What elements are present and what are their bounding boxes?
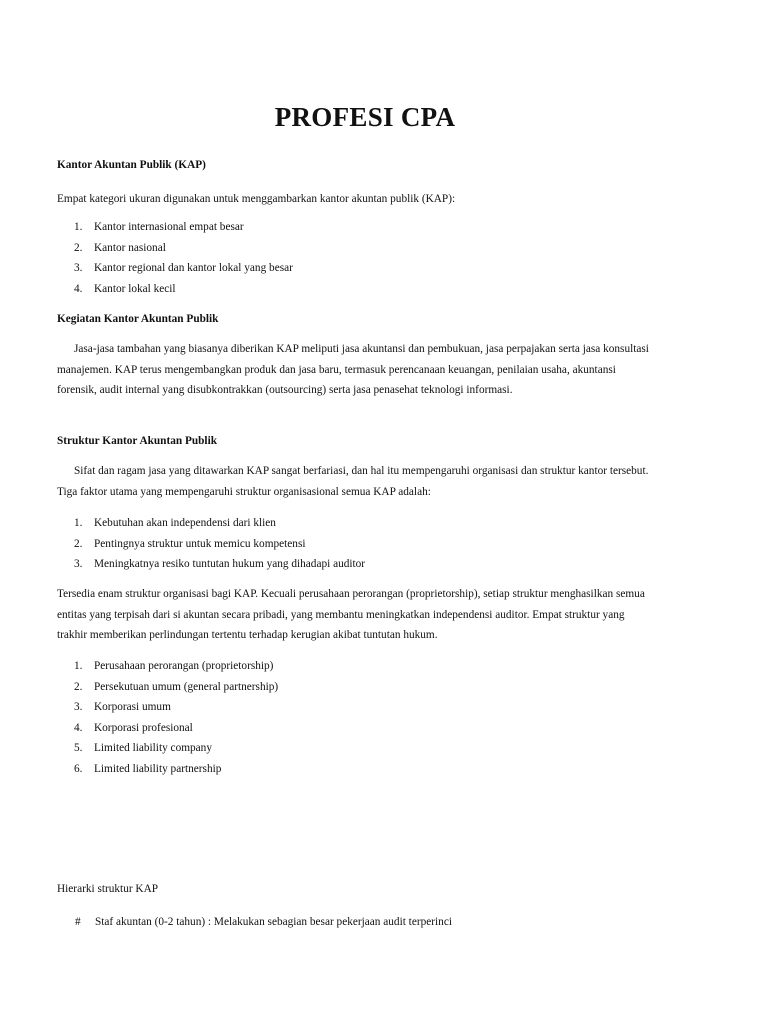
list-item: 3. Meningkatnya resiko tuntutan hukum yang dihadapi auditor: [74, 558, 366, 571]
list-item: 3. Korporasi umum: [74, 701, 171, 714]
list-item: 4. Korporasi profesional: [74, 721, 193, 734]
document-title: PROFESI CPA: [274, 102, 456, 132]
section-heading-kegiatan: Kegiatan Kantor Akuntan Publik: [57, 313, 219, 325]
list-item: 1. Kantor internasional empat besar: [74, 221, 244, 233]
list-item: 3. Kantor regional dan kantor lokal yang besar: [74, 262, 293, 275]
list-item: 4. Kantor lokal kecil: [74, 282, 176, 295]
list-item: 1. Perusahaan perorangan (proprietorship): [74, 660, 274, 672]
kap-intro: Empat kategori ukuran digunakan untuk menggambarkan kantor akuntan publik (KAP):: [57, 193, 456, 205]
list-item: 5. Limited liability company: [74, 742, 212, 755]
struktur-organization-list: [74, 656, 634, 780]
list-item: 2. Pentingnya struktur untuk memicu kompetensi: [74, 537, 306, 550]
hierarki-bullet-text: Staf akuntan (0-2 tahun) : Melakukan sebagian besar pekerjaan audit terperinci: [95, 916, 452, 928]
kegiatan-paragraph: Jasa-jasa tambahan yang biasanya diberikan KAP meliputi jasa akuntansi dan pembukuan, jasa perpajakan serta jasa konsultasi manajemen. KAP terus mengembangkan produk dan jasa baru, termasuk perencanaan keuangan, penilaian usaha, akuntansi forensik, audit internal yang disubkontrakkan (outsourcing) serta jasa penasehat teknologi informasi.: [57, 343, 649, 396]
section-heading-struktur: Struktur Kantor Akuntan Publik: [57, 435, 217, 447]
list-item: 6. Limited liability partnership: [74, 762, 222, 775]
hash-bullet-icon: #: [75, 916, 81, 928]
hierarki-bullet-item: [75, 912, 452, 932]
section-heading-hierarki: Hierarki struktur KAP: [57, 883, 159, 895]
list-item: 2. Persekutuan umum (general partnership): [74, 680, 279, 693]
list-item: 2. Kantor nasional: [74, 241, 166, 254]
section-heading-kap: Kantor Akuntan Publik (KAP): [57, 159, 206, 171]
struktur-paragraph: Sifat dan ragam jasa yang ditawarkan KAP sangat berfariasi, dan hal itu mempengaruhi organisasi dan struktur kantor tersebut. Tiga faktor utama yang mempengaruhi struktur organisasional semua KAP adalah:: [57, 465, 649, 498]
list-item: 1. Kebutuhan akan independensi dari klien: [74, 517, 276, 529]
struktur-paragraph-2: Tersedia enam struktur organisasi bagi KAP. Kecuali perusahaan perorangan (proprietorship), setiap struktur menghasilkan semua entitas yang terpisah dari si akuntan secara pribadi, yang membantu meningkatkan independensi auditor. Empat struktur yang trakhir memberikan perlindungan tertentu terhadap kerugian akibat tuntutan hukum.: [57, 588, 645, 641]
kap-category-list: [74, 217, 634, 299]
struktur-factor-list: [74, 513, 634, 575]
